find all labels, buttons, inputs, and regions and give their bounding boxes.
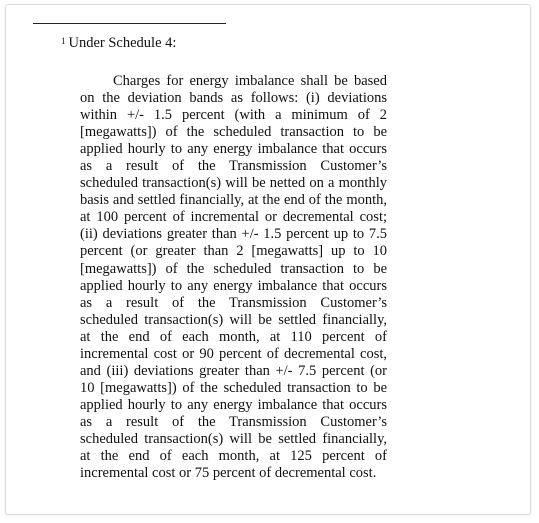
footnote-number: 1 [61,36,66,46]
footnote-heading [61,34,176,52]
footnote-block-quote: Charges for energy imbalance shall be based on the deviation bands as follows: (i) deviations within +/- 1.5 percent (with a minimum of 2 [megawatts]) of the scheduled transaction to be applied hourly to any energy imbalance that occurs as a result of the Transmission Customer’s scheduled transaction(s) will be netted on a monthly basis and settled financially, at the end of the month, at 100 percent of incremental or decremental cost; (ii) deviations greater than +/- 1.5 percent up to 7.5 percent (or greater than 2 [megawatts] up to 10 [megawatts]) of the scheduled transaction to be applied hourly to any energy imbalance that occurs as a result of the Transmission Customer’s scheduled transaction(s) will be settled financially, at the end of each month, at 110 percent of incremental cost or 90 percent of decremental cost, and (iii) deviations greater than +/- 7.5 percent (or 10 [megawatts]) of the scheduled transaction to be applied hourly to any energy imbalance that occurs as a result of the Transmission Customer’s scheduled transaction(s) will be settled financially, at the end of each month, at 125 percent of incremental cost or 75 percent of decremental cost. [80,73,387,482]
footnote-intro: Under Schedule 4: [68,35,177,51]
footnote-separator-rule [33,23,226,24]
document-page [5,4,531,515]
